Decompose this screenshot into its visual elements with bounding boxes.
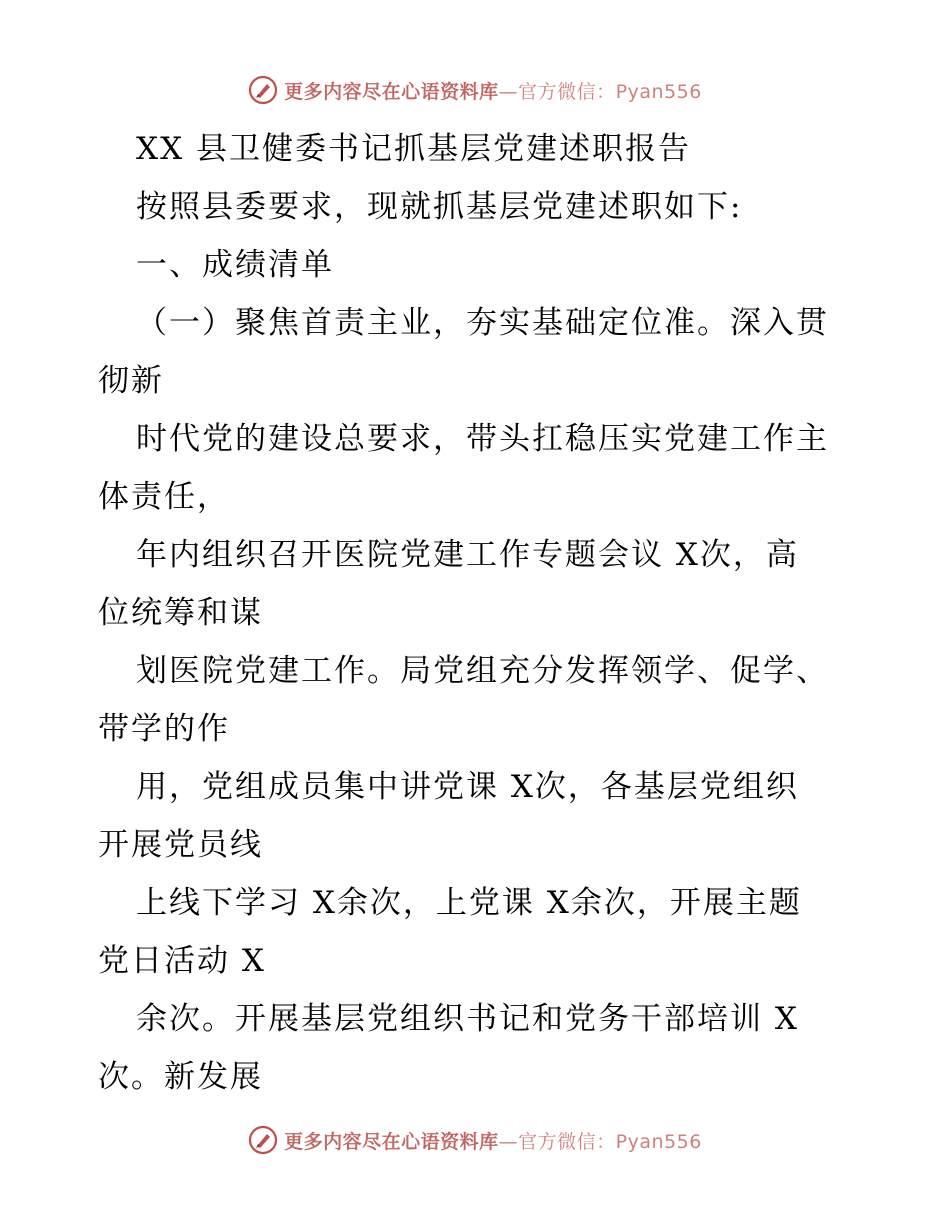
paragraph-line: 带学的作	[98, 711, 230, 747]
paragraph-line: 用，党组成员集中讲党课 X次，各基层党组织	[136, 769, 799, 805]
paragraph-line: 按照县委要求，现就抓基层党建述职如下:	[136, 189, 743, 225]
paragraph-line: 上线下学习 X余次，上党课 X余次，开展主题	[136, 885, 802, 921]
paragraph-line: 划医院党建工作。局党组充分发挥领学、促学、	[136, 653, 829, 689]
watermark-banner-top	[0, 70, 950, 110]
watermark-main-text: 更多内容尽在心语资料库	[284, 1130, 499, 1153]
watermark-separator: —	[498, 80, 519, 103]
watermark-main-text: 更多内容尽在心语资料库	[284, 80, 499, 103]
paragraph-line: 次。新发展	[98, 1059, 263, 1095]
watermark-text	[284, 1127, 702, 1154]
paragraph-line: 位统筹和谋	[98, 595, 263, 631]
paragraph-line: 体责任，	[98, 479, 230, 515]
watermark-text	[284, 77, 702, 104]
seal-pen-logo-icon	[248, 75, 278, 105]
paragraph-line: 彻新	[98, 363, 164, 399]
paragraph-line: 开展党员线	[98, 827, 263, 863]
paragraph-line: 时代党的建设总要求，带头扛稳压实党建工作主	[136, 421, 829, 457]
watermark-separator: —	[498, 1130, 519, 1153]
watermark-contact-text: 官方微信：Pyan556	[518, 1130, 702, 1153]
paragraph-line: 党日活动 X	[98, 943, 266, 979]
paragraph-line: （一）聚焦首责主业，夯实基础定位准。深入贯	[136, 305, 829, 341]
watermark-banner-bottom	[0, 1120, 950, 1160]
paragraph-line: 年内组织召开医院党建工作专题会议 X次，高	[136, 537, 799, 573]
watermark-contact-text: 官方微信：Pyan556	[518, 80, 702, 103]
paragraph-line: 余次。开展基层党组织书记和党务干部培训 X	[136, 1001, 799, 1037]
section-heading: 一、成绩清单	[136, 247, 334, 283]
document-body	[98, 120, 868, 1106]
seal-pen-logo-icon	[248, 1125, 278, 1155]
document-title: XX 县卫健委书记抓基层党建述职报告	[136, 131, 691, 167]
